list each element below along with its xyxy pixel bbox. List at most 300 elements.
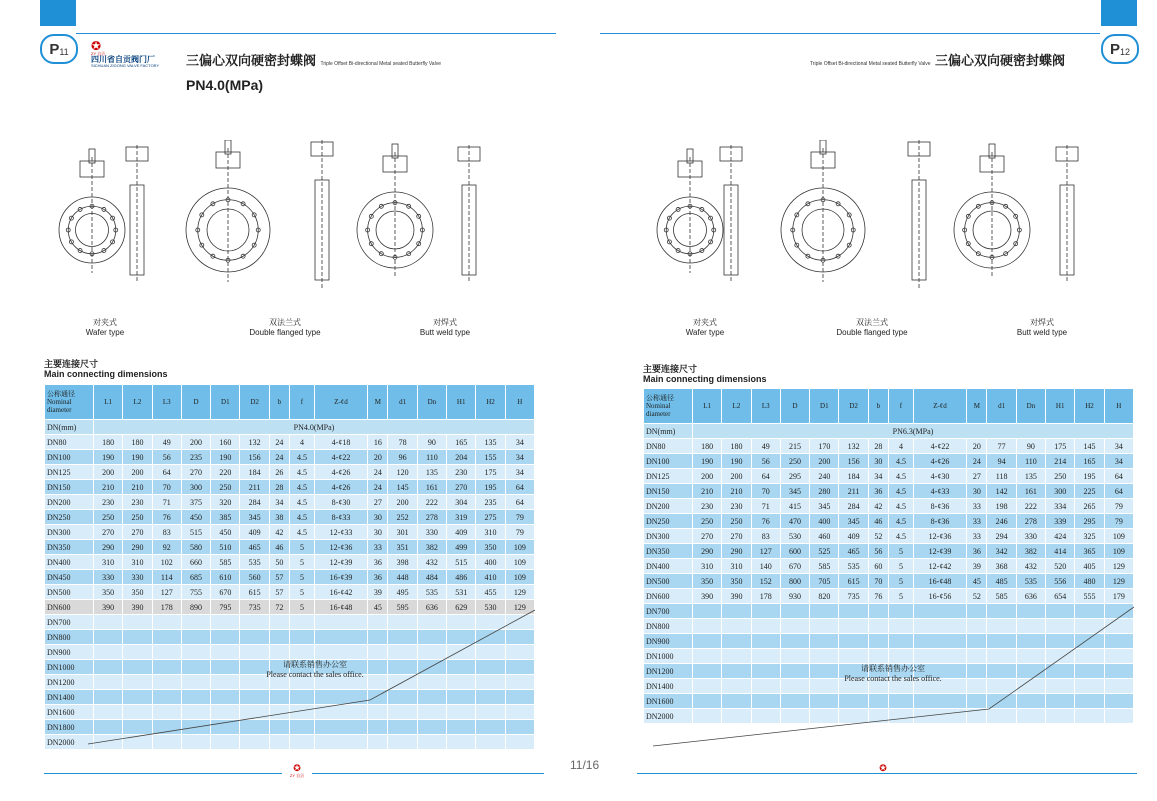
- table-cell: 405: [1075, 559, 1104, 574]
- table-cell: 270: [181, 465, 210, 480]
- row-label: DN250: [45, 510, 94, 525]
- table-cell: 755: [181, 585, 210, 600]
- table-cell: 398: [388, 555, 417, 570]
- table-cell: 4.5: [290, 480, 315, 495]
- table-cell: 34: [505, 435, 534, 450]
- column-header: Z-¢d: [314, 385, 367, 420]
- row-label: DN400: [644, 559, 693, 574]
- table-cell: 38: [269, 510, 289, 525]
- right-caption-wafer: 对夹式 Wafer type: [685, 318, 725, 337]
- table-cell: 270: [447, 480, 476, 495]
- right-corner-tab: [1101, 0, 1137, 26]
- table-cell: 351: [388, 540, 417, 555]
- table-row: [644, 529, 1134, 544]
- table-cell: 4-¢26: [314, 465, 367, 480]
- table-cell: 4: [889, 439, 914, 454]
- table-cell: 33: [967, 499, 987, 514]
- left-corner-tab: [40, 0, 76, 26]
- table-cell: 52: [967, 589, 987, 604]
- page-counter: 11/16: [570, 758, 600, 772]
- table-cell: 195: [1075, 469, 1104, 484]
- row-label: DN400: [45, 555, 94, 570]
- table-cell: 595: [388, 600, 417, 615]
- row-label: DN350: [45, 540, 94, 555]
- row-label: DN900: [45, 645, 94, 660]
- table-cell: 382: [1016, 544, 1045, 559]
- table-cell: 250: [780, 454, 809, 469]
- table-cell: 636: [417, 600, 446, 615]
- column-header: M: [967, 389, 987, 424]
- column-header: D2: [839, 389, 868, 424]
- table-cell: 310: [94, 555, 123, 570]
- table-row: [644, 544, 1134, 559]
- table-cell: 580: [181, 540, 210, 555]
- table-cell: 660: [181, 555, 210, 570]
- table-cell: 76: [152, 510, 181, 525]
- table-cell: 5: [889, 544, 914, 559]
- table-cell: 465: [240, 540, 269, 555]
- table-cell: 46: [868, 514, 888, 529]
- table-cell: 5: [290, 555, 315, 570]
- table-cell: 350: [476, 540, 505, 555]
- table-cell: 64: [751, 469, 780, 484]
- table-cell: 30: [967, 484, 987, 499]
- table-cell: 4-¢30: [913, 469, 966, 484]
- table-cell: 250: [94, 510, 123, 525]
- table-cell: 184: [839, 469, 868, 484]
- table-cell: 12-¢36: [314, 540, 367, 555]
- table-cell: 4.5: [889, 529, 914, 544]
- left-caption-wafer: 对夹式 Wafer type: [85, 318, 125, 337]
- table-cell: 8-¢36: [913, 514, 966, 529]
- table-cell: 92: [152, 540, 181, 555]
- header-nominal-diameter: [644, 389, 693, 424]
- table-cell: 156: [839, 454, 868, 469]
- table-cell: 109: [1104, 544, 1133, 559]
- table-cell: 225: [1075, 484, 1104, 499]
- row-label: DN200: [644, 499, 693, 514]
- table-cell: 230: [94, 495, 123, 510]
- table-cell: 210: [722, 484, 751, 499]
- table-cell: 325: [1075, 529, 1104, 544]
- table-cell: 33: [368, 540, 388, 555]
- table-cell: 49: [751, 439, 780, 454]
- table-cell: 345: [780, 484, 809, 499]
- table-cell: 145: [1075, 439, 1104, 454]
- table-cell: 222: [1016, 499, 1045, 514]
- column-header: D1: [810, 389, 839, 424]
- table-cell: 230: [722, 499, 751, 514]
- table-cell: 409: [447, 525, 476, 540]
- table-cell: 4-¢22: [913, 439, 966, 454]
- row-label: DN1000: [45, 660, 94, 675]
- row-label: DN80: [45, 435, 94, 450]
- table-cell: 27: [967, 469, 987, 484]
- table-cell: 890: [181, 600, 210, 615]
- table-cell: 278: [417, 510, 446, 525]
- table-cell: 36: [868, 484, 888, 499]
- table-cell: 330: [417, 525, 446, 540]
- table-cell: 345: [839, 514, 868, 529]
- table-cell: 24: [269, 450, 289, 465]
- table-cell: 180: [722, 439, 751, 454]
- table-cell: 36: [368, 555, 388, 570]
- table-cell: 64: [152, 465, 181, 480]
- table-cell: 90: [417, 435, 446, 450]
- table-cell: 39: [368, 585, 388, 600]
- table-cell: 200: [388, 495, 417, 510]
- table-cell: 12-¢39: [314, 555, 367, 570]
- table-cell: 79: [1104, 514, 1133, 529]
- header-nominal-diameter: [45, 385, 94, 420]
- table-row: [644, 589, 1134, 604]
- table-cell: 165: [1075, 454, 1104, 469]
- table-cell: 339: [1046, 514, 1075, 529]
- table-cell: 16-¢48: [314, 600, 367, 615]
- table-cell: 334: [1046, 499, 1075, 514]
- table-cell: 294: [987, 529, 1016, 544]
- table-cell: 145: [388, 480, 417, 495]
- row-label: DN300: [644, 529, 693, 544]
- table-cell: 135: [476, 435, 505, 450]
- table-cell: 33: [967, 529, 987, 544]
- table-cell: 4.5: [290, 525, 315, 540]
- row-label: DN100: [45, 450, 94, 465]
- table-cell: 270: [722, 529, 751, 544]
- table-cell: 230: [123, 495, 152, 510]
- header-label: diameter: [47, 406, 72, 414]
- table-cell: 930: [780, 589, 809, 604]
- table-cell: 160: [211, 435, 240, 450]
- table-cell: 109: [505, 570, 534, 585]
- table-cell: 530: [780, 529, 809, 544]
- table-cell: 142: [987, 484, 1016, 499]
- table-cell: 12-¢39: [913, 544, 966, 559]
- table-cell: 390: [722, 589, 751, 604]
- table-cell: 5: [290, 540, 315, 555]
- table-cell: 8-¢36: [913, 499, 966, 514]
- table-cell: 132: [839, 439, 868, 454]
- table-cell: 24: [368, 480, 388, 495]
- table-cell: 42: [269, 525, 289, 540]
- table-cell: 301: [388, 525, 417, 540]
- table-cell: 77: [987, 439, 1016, 454]
- table-cell: 290: [94, 540, 123, 555]
- left-caption-buttweld: 对焊式 Butt weld type: [419, 318, 471, 337]
- table-cell: 20: [967, 439, 987, 454]
- table-cell: 109: [505, 540, 534, 555]
- table-cell: 16: [368, 435, 388, 450]
- table-cell: 215: [780, 439, 809, 454]
- table-cell: 235: [476, 495, 505, 510]
- table-cell: 270: [123, 525, 152, 540]
- table-cell: 16-¢42: [314, 585, 367, 600]
- row-label: DN250: [644, 514, 693, 529]
- table-cell: 12-¢42: [913, 559, 966, 574]
- table-cell: 304: [447, 495, 476, 510]
- table-cell: 246: [987, 514, 1016, 529]
- column-header: H1: [447, 385, 476, 420]
- table-cell: 368: [987, 559, 1016, 574]
- table-cell: 455: [476, 585, 505, 600]
- table-cell: 24: [368, 465, 388, 480]
- column-header: H1: [1046, 389, 1075, 424]
- table-cell: 109: [505, 555, 534, 570]
- table-cell: 585: [211, 555, 240, 570]
- table-cell: 5: [889, 574, 914, 589]
- row-label: DN1400: [45, 690, 94, 705]
- table-cell: 28: [269, 480, 289, 495]
- table-cell: 510: [211, 540, 240, 555]
- table-cell: 42: [868, 499, 888, 514]
- table-cell: 161: [1016, 484, 1045, 499]
- table-cell: 34: [1104, 439, 1133, 454]
- row-label: DN700: [644, 604, 693, 619]
- table-cell: 76: [868, 589, 888, 604]
- unit-row: [644, 424, 1134, 439]
- table-cell: 64: [1104, 484, 1133, 499]
- table-cell: 705: [810, 574, 839, 589]
- table-cell: 79: [505, 510, 534, 525]
- table-cell: 16-¢48: [913, 574, 966, 589]
- table-cell: 30: [868, 454, 888, 469]
- table-cell: 4-¢22: [314, 450, 367, 465]
- table-cell: 4.5: [889, 514, 914, 529]
- table-cell: 57: [269, 585, 289, 600]
- table-cell: 4-¢18: [314, 435, 367, 450]
- table-cell: 295: [1075, 514, 1104, 529]
- table-cell: 685: [181, 570, 210, 585]
- table-cell: 79: [505, 525, 534, 540]
- table-cell: 460: [810, 529, 839, 544]
- row-label: DN700: [45, 615, 94, 630]
- table-cell: 127: [751, 544, 780, 559]
- column-header: Z-¢d: [913, 389, 966, 424]
- table-cell: 56: [751, 454, 780, 469]
- table-cell: 448: [388, 570, 417, 585]
- row-label: DN1600: [45, 705, 94, 720]
- table-cell: 5: [290, 585, 315, 600]
- table-row: [644, 514, 1134, 529]
- left-footer-logo: ✪ ZY 自贡: [282, 764, 312, 780]
- table-cell: 555: [1075, 589, 1104, 604]
- table-cell: 178: [751, 589, 780, 604]
- table-cell: 424: [1046, 529, 1075, 544]
- table-cell: 96: [388, 450, 417, 465]
- table-cell: 78: [388, 435, 417, 450]
- table-cell: 330: [94, 570, 123, 585]
- table-cell: 12-¢36: [913, 529, 966, 544]
- table-cell: 735: [839, 589, 868, 604]
- table-cell: 34: [505, 450, 534, 465]
- table-cell: 70: [868, 574, 888, 589]
- column-header: H: [1104, 389, 1133, 424]
- table-cell: 320: [211, 495, 240, 510]
- left-caption-flanged: 双法兰式 Double flanged type: [249, 318, 321, 337]
- table-cell: 290: [722, 544, 751, 559]
- table-cell: 57: [269, 570, 289, 585]
- header-label: Nominal: [646, 402, 671, 410]
- table-cell: 585: [987, 589, 1016, 604]
- table-cell: 129: [505, 585, 534, 600]
- row-label: DN300: [45, 525, 94, 540]
- row-label: DN900: [644, 634, 693, 649]
- table-row: [45, 465, 535, 480]
- left-section-title: 主要连接尺寸 Main connecting dimensions: [44, 359, 168, 379]
- table-cell: 198: [987, 499, 1016, 514]
- unit-label: DN(mm): [45, 420, 94, 435]
- table-cell: 350: [123, 585, 152, 600]
- table-cell: 530: [476, 600, 505, 615]
- table-cell: 127: [152, 585, 181, 600]
- table-cell: 16-¢39: [314, 570, 367, 585]
- row-label: DN600: [644, 589, 693, 604]
- table-cell: 295: [780, 469, 809, 484]
- table-cell: 415: [780, 499, 809, 514]
- row-label: DN800: [45, 630, 94, 645]
- pressure-label: PN4.0(MPa): [94, 420, 535, 435]
- table-cell: 499: [447, 540, 476, 555]
- table-cell: 39: [967, 559, 987, 574]
- header-label: diameter: [646, 410, 671, 418]
- table-cell: 4.5: [290, 450, 315, 465]
- row-label: DN500: [45, 585, 94, 600]
- table-row: [644, 454, 1134, 469]
- table-cell: 83: [751, 529, 780, 544]
- table-cell: 275: [476, 510, 505, 525]
- table-cell: 235: [181, 450, 210, 465]
- table-cell: 400: [810, 514, 839, 529]
- table-cell: 64: [1104, 469, 1133, 484]
- column-header: L2: [722, 389, 751, 424]
- table-cell: 110: [1016, 454, 1045, 469]
- table-cell: 140: [751, 559, 780, 574]
- pressure-title: PN4.0(MPa): [186, 77, 264, 93]
- table-cell: 230: [447, 465, 476, 480]
- table-cell: 45: [368, 600, 388, 615]
- table-cell: 4.5: [290, 465, 315, 480]
- table-cell: 670: [211, 585, 240, 600]
- table-cell: 300: [181, 480, 210, 495]
- row-label: DN150: [644, 484, 693, 499]
- table-cell: 4.5: [889, 454, 914, 469]
- table-cell: 300: [1046, 484, 1075, 499]
- column-header: H: [505, 385, 534, 420]
- table-cell: 250: [722, 514, 751, 529]
- row-label: DN800: [644, 619, 693, 634]
- table-cell: 531: [447, 585, 476, 600]
- table-cell: 56: [152, 450, 181, 465]
- table-cell: 350: [722, 574, 751, 589]
- table-cell: 24: [269, 435, 289, 450]
- table-cell: 486: [447, 570, 476, 585]
- table-row: [45, 525, 535, 540]
- row-label: DN150: [45, 480, 94, 495]
- table-cell: 190: [693, 454, 722, 469]
- table-cell: 310: [693, 559, 722, 574]
- column-header: H2: [476, 385, 505, 420]
- table-cell: 310: [722, 559, 751, 574]
- table-cell: 190: [211, 450, 240, 465]
- table-cell: 200: [123, 465, 152, 480]
- row-label: DN1800: [45, 720, 94, 735]
- table-cell: 600: [780, 544, 809, 559]
- table-cell: 535: [839, 559, 868, 574]
- table-cell: 110: [417, 450, 446, 465]
- row-label: DN1000: [644, 649, 693, 664]
- table-cell: 8-¢33: [314, 510, 367, 525]
- right-header-rule: [600, 33, 1100, 34]
- table-cell: 220: [211, 465, 240, 480]
- column-header: D1: [211, 385, 240, 420]
- table-cell: 200: [810, 454, 839, 469]
- table-cell: 70: [751, 484, 780, 499]
- table-cell: 49: [152, 435, 181, 450]
- column-header: b: [269, 385, 289, 420]
- table-cell: 414: [1046, 544, 1075, 559]
- table-cell: 5: [290, 600, 315, 615]
- table-cell: 8-¢30: [314, 495, 367, 510]
- table-cell: 310: [123, 555, 152, 570]
- table-cell: 654: [1046, 589, 1075, 604]
- table-cell: 4-¢26: [314, 480, 367, 495]
- right-contact-note: 请联系销售办公室 Please contact the sales office.: [844, 664, 942, 683]
- table-cell: 36: [967, 544, 987, 559]
- table-cell: 129: [1104, 574, 1133, 589]
- table-cell: 409: [240, 525, 269, 540]
- table-cell: 520: [1046, 559, 1075, 574]
- table-cell: 270: [94, 525, 123, 540]
- table-cell: 450: [181, 510, 210, 525]
- table-cell: 56: [868, 544, 888, 559]
- table-cell: 28: [868, 439, 888, 454]
- table-cell: 20: [368, 450, 388, 465]
- table-cell: 390: [123, 600, 152, 615]
- table-cell: 629: [447, 600, 476, 615]
- table-cell: 34: [1104, 454, 1133, 469]
- table-cell: 535: [417, 585, 446, 600]
- table-cell: 345: [240, 510, 269, 525]
- row-label: DN80: [644, 439, 693, 454]
- header-label: 公称通径: [646, 394, 674, 402]
- table-cell: 200: [181, 435, 210, 450]
- table-cell: 200: [693, 469, 722, 484]
- table-cell: 290: [693, 544, 722, 559]
- table-row: [45, 555, 535, 570]
- table-cell: 190: [123, 450, 152, 465]
- table-cell: 515: [447, 555, 476, 570]
- table-cell: 132: [240, 435, 269, 450]
- table-cell: 184: [240, 465, 269, 480]
- table-cell: 175: [476, 465, 505, 480]
- table-cell: 265: [1075, 499, 1104, 514]
- table-cell: 465: [839, 544, 868, 559]
- table-cell: 120: [388, 465, 417, 480]
- row-label: DN600: [45, 600, 94, 615]
- table-header-row: [45, 385, 535, 420]
- table-cell: 670: [780, 559, 809, 574]
- table-cell: 365: [1075, 544, 1104, 559]
- row-label: DN125: [45, 465, 94, 480]
- valve-drawings: [0, 140, 1157, 315]
- header-label: 公称通径: [47, 390, 75, 398]
- left-title: 三偏心双向硬密封蝶阀 Triple Offset Bi-directional Metal seated Butterfly Valve: [186, 53, 441, 68]
- table-cell: 4.5: [290, 510, 315, 525]
- table-cell: 280: [810, 484, 839, 499]
- table-cell: 79: [1104, 499, 1133, 514]
- table-row: [644, 484, 1134, 499]
- table-cell: 5: [290, 570, 315, 585]
